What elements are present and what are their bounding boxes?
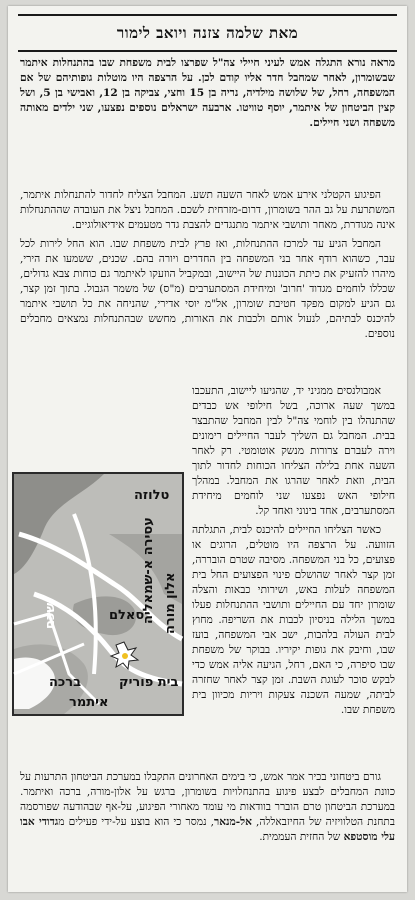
text-segment: , נמסר כי הוא בוצע על-ידי פעילים מ: [58, 816, 215, 828]
map-label-shechem: שכם: [43, 602, 58, 629]
map-graphic: [14, 474, 182, 714]
location-map: [12, 472, 184, 716]
station-name: אל-מנאר: [214, 816, 252, 828]
paragraph: המחבל הגיע עד למרכז ההתנחלות, ואז פרץ לבית משפחת שבו. הוא החל לירות לכל עבר, כשהוא רודף אחר בני המשפחה בין החדרים ויורה בהם. שכנים, ששמעו את הירי, מיהרו להזעיק את כיתת הכוננות של היישוב, ובמקביל הוזעקו לאיתמר גם כוחות צבא גדולים, שכללו לוחמים מגדוד 'חרוב' ומיחידת המסתערבים (מ"ס) של משמר הגבול. בתוך זמן קצר, גם הגיע למקום מפקד חטיבת שומרון, אל"מ יוסי אדירי, שהניחה את כל תושבי איתמר להיכנס לבתיהם, לנעול אותם ולכבות את האורות, מחשש שבהתנחלות נמצאים מחבלים נוספים.: [20, 238, 395, 340]
text-segment: גורם ביטחוני בכיר אמר אמש, כי בימים האחרונים התקבלו במערכת הביטחון התרעות על כוונת המחבלים לבצע פיגוע בהתנחלויות בשומרון, ברגש על אלון-מורה, ברכה ואיתמר. במערכת הביטחון טרם הוברר בוודאות מי עומד מאחורי הפיגוע, על-אף שבהודעה שפורסמה בתחנת הטלוויזיה של החיזבאללה,: [20, 771, 395, 828]
map-label-alon-moreh: אלון מורה: [163, 572, 178, 634]
organization-name: גדודי אבו עלי מוסטפא: [20, 816, 395, 843]
text-segment: של החזית העממית.: [259, 831, 344, 843]
lead-text: מראה נורא התגלה אמש לעיני חיילי צה"ל שפרצו לבית משפחת שבו בהתנחלות איתמר שבשומרון, לאחר שמחבל חדר אליו קודם לכן. על הרצפה היו מוטלות גופותיהם של אם המשפחה, רחל, של שלושה מילדיה, נריה בן 15 וחצי, צביקה בן 12, ואבישי בן 5, ושל קצין הביטחון של איתמר, יוסף טוויטו. ארבעה ישראלים נוספים נפצעו, שני ילדים מאותה משפחה ושני חיילים.: [20, 57, 395, 129]
byline: מאת שלמה צזנה ויואב לימור: [116, 23, 299, 42]
map-label-tulza: טלוזה: [134, 488, 170, 503]
lead-paragraph: [20, 56, 395, 131]
map-label-bracha: ברכה: [49, 675, 82, 690]
map-label-beit-furik: בית פוריק: [119, 675, 179, 690]
paragraph: כאשר הצליחו החיילים להיכנס לבית, התגלתה הזוועה. על הרצפה היו מוטלים, הרוגים או פצועים, כל בני המשפחה. מסיבה שטרם הובררה, זמן קצר לאחר שהושלם פינוי הפצועים החל בית המשפחה לעלות באש, ושירותי כבאות והצלה שומרון יחד עם החיילים ותושבי ההתנחלות פעלו במשך הלילה בניסיון לכבות את השריפה. מחוץ לבית העולה בלהבות, ישב אבי המשפחה, בועז שבו, וחיבק את גופות יקיריו. בבוקר של משפחת שבו סיפרה, כי האם, רחל, הגיעה אליה אמש כדי לבקש סוכר לעוגת השבת. זמן קצר לאחר שחזרה לביתה, שמעה השכנה צעקות ויריות מכיוון בית משפחת שבו.: [192, 524, 395, 716]
paragraph: [20, 770, 395, 845]
paragraph: הפיגוע הקטלני אירע אמש לאחר השעה תשע. המחבל הצליח לחדור להתנחלות איתמר, המשתרעת על גב ההר בשומרון, דרום-מזרחית לשכם. המחבל ניצל את העובדה שההתנחלות אינה מגודרת, מאחר ותושבי איתמר מתנגדים להצבת גדר מטעמים אידיאולוגיים.: [20, 189, 395, 231]
article-body-beside-map: [192, 384, 395, 716]
map-label-salem: סאלם: [109, 608, 145, 623]
map-label-asira: עסירה א-שמאליה: [141, 517, 156, 624]
paragraph: אמבולנסים ממגיני יד, שהגיעו ליישוב, התעכבו במשך שעה ארוכה, בשל חילופי אש כבדים שהתנהלו בין לוחמי צה"ל לבין המחבל שהתבצר בבית. המחבל גם השליך לעבר החיילים רימונים וירה לעברם צרורות מנשק אוטומטי. רק לאחר השעה אחת בלילה הצליחו הכוחות לחדור לתוך הבית, וזאת לאחר שהרגו את המחבל. במהלך חילופי האש נפצעו שני לוחמים מיחידת המסתערבים, אחד בינוני ואחד קל.: [192, 385, 395, 517]
newspaper-clipping: [8, 6, 407, 892]
map-label-itamar: איתמר: [69, 695, 109, 710]
article-body-upper: [20, 188, 395, 346]
article-body-lower: [20, 770, 395, 845]
byline-header: [18, 14, 397, 52]
